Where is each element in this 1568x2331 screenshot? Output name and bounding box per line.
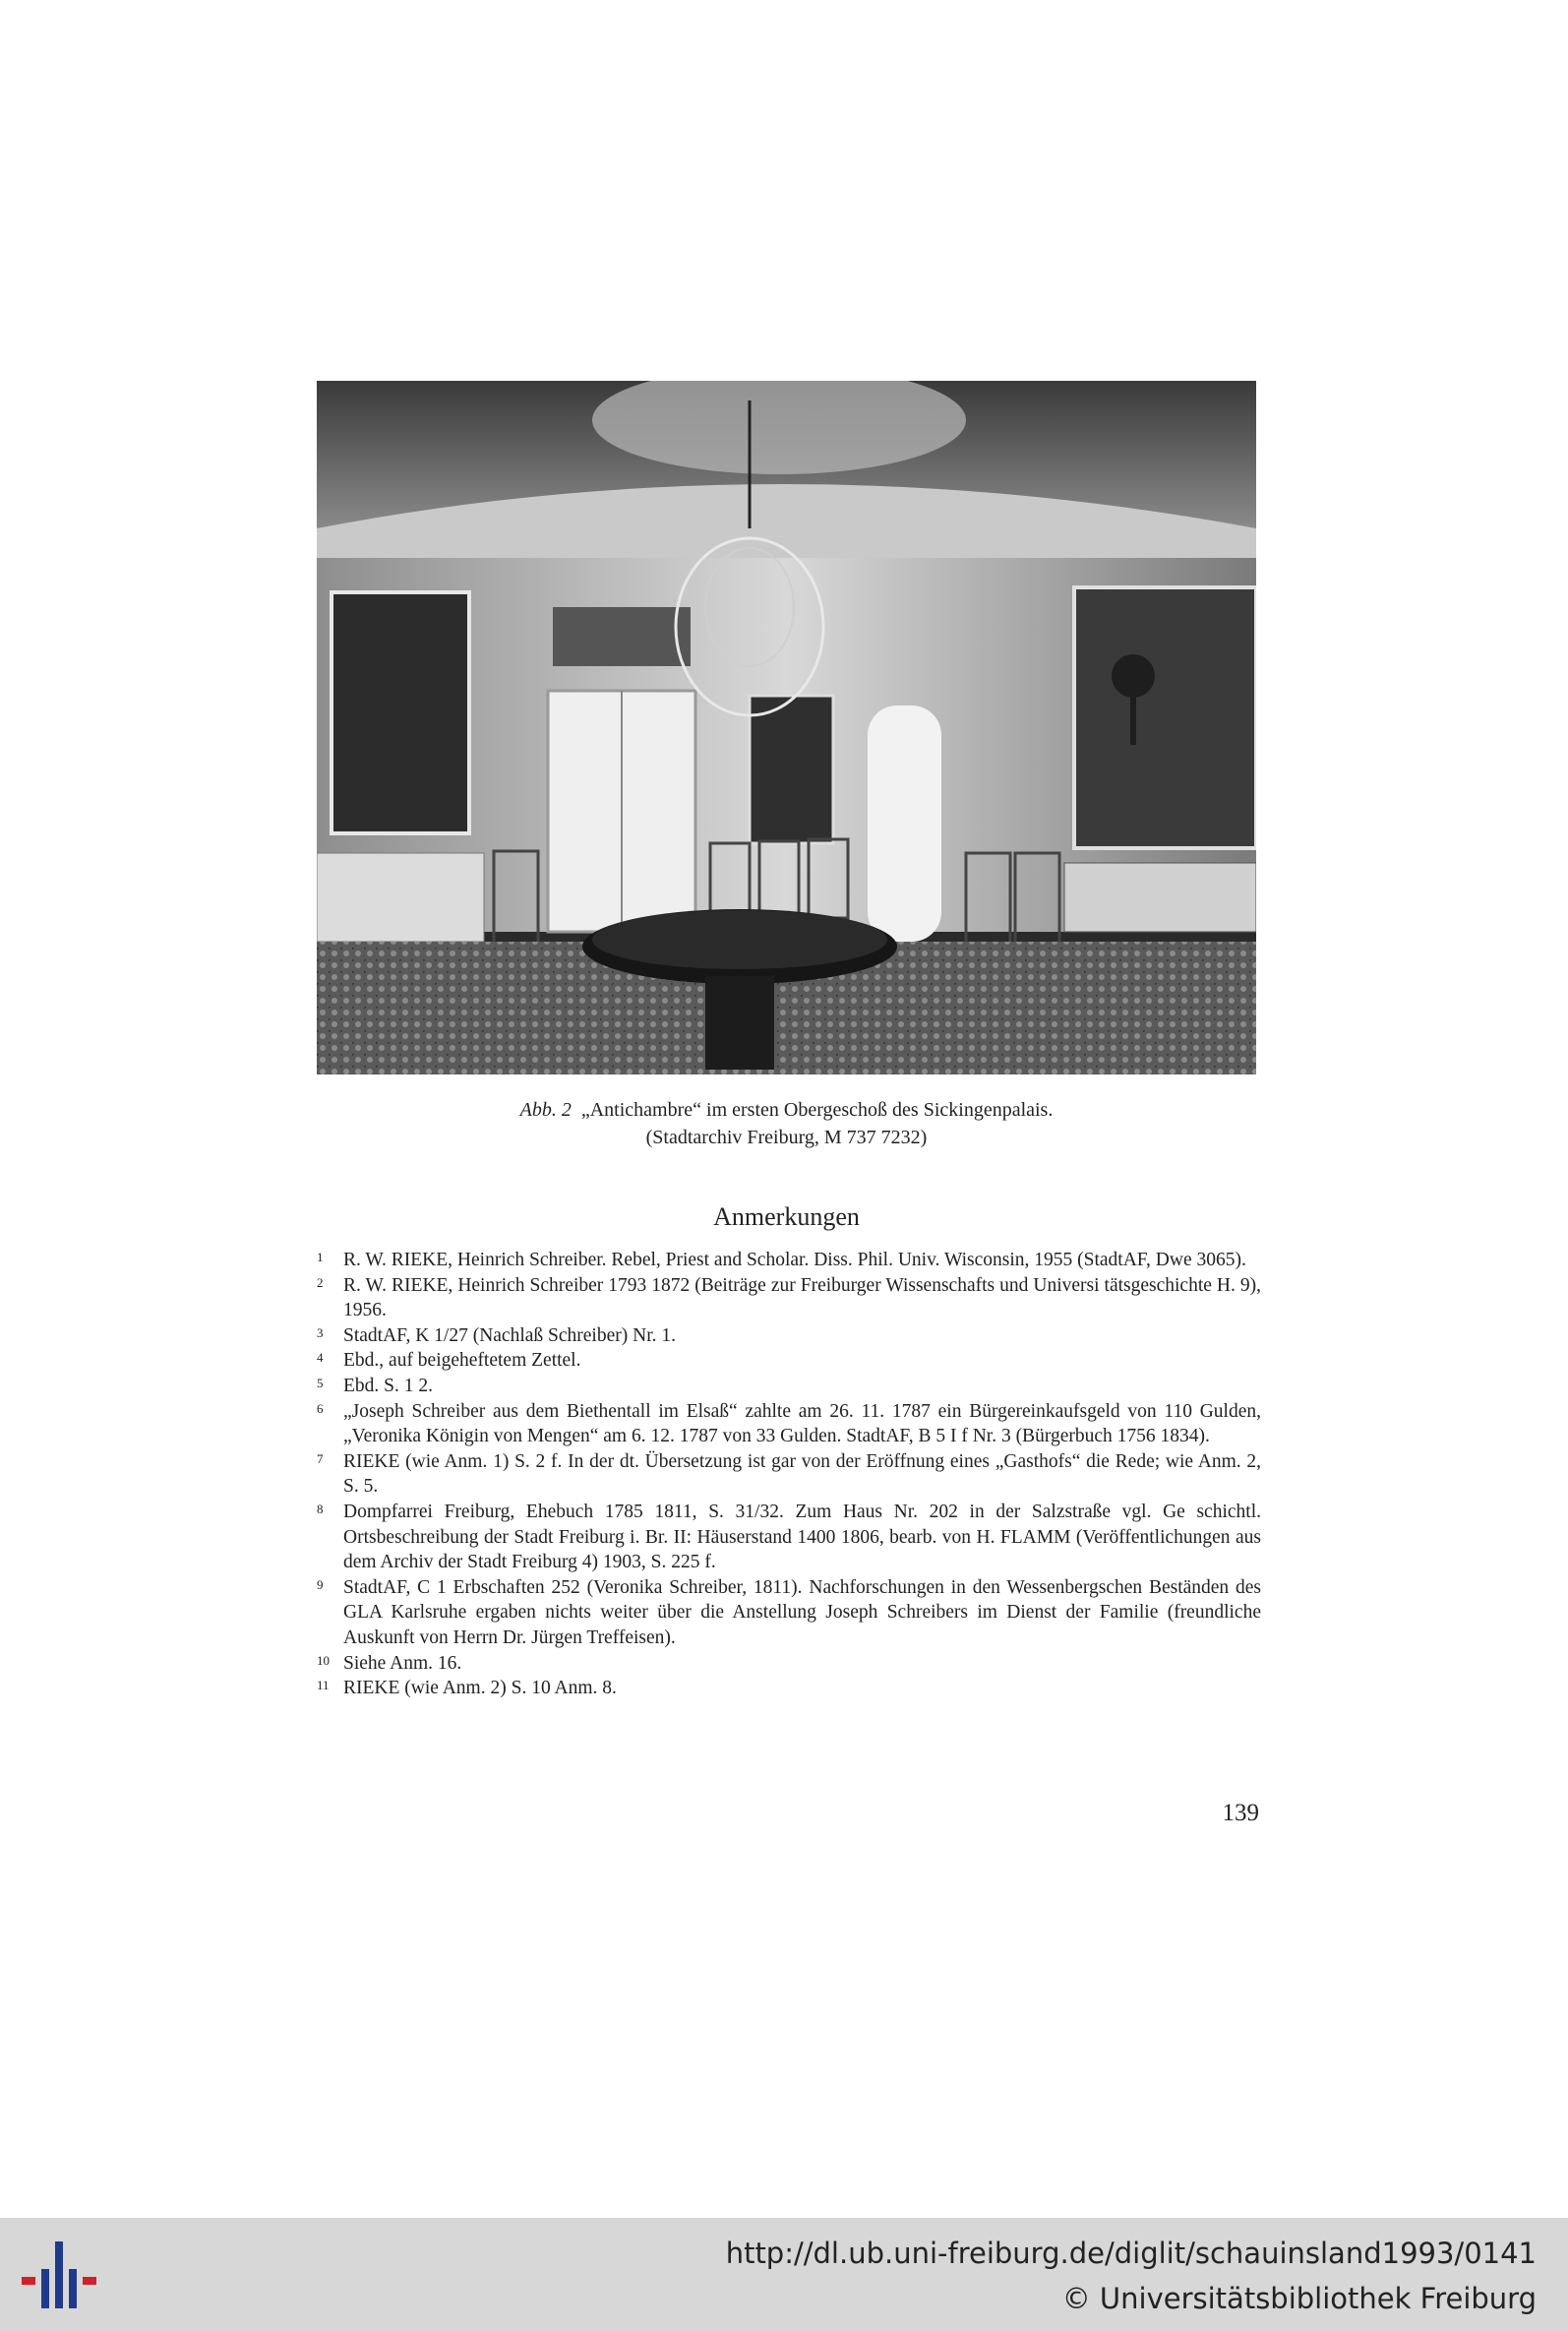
- note-number: 6: [317, 1400, 324, 1416]
- note-text: Ebd., auf beigeheftetem Zettel.: [343, 1350, 581, 1372]
- note-item: [317, 1676, 1261, 1701]
- figure-caption: [317, 1096, 1256, 1151]
- note-number: 5: [317, 1375, 324, 1390]
- antichambre-photo: [317, 381, 1256, 1074]
- footer-url-link[interactable]: http://dl.ub.uni-freiburg.de/diglit/schauinsland1993/0141: [725, 2237, 1537, 2270]
- notes-title: Anmerkungen: [713, 1202, 860, 1231]
- note-number: 11: [317, 1678, 330, 1693]
- note-item: [317, 1348, 1261, 1374]
- note-number: 9: [317, 1576, 324, 1592]
- caption-line-1: [317, 1096, 1256, 1124]
- ub-freiburg-logo-icon: [20, 2236, 98, 2314]
- caption-line-2: (Stadtarchiv Freiburg, M 737 7232): [645, 1127, 928, 1148]
- note-item: [317, 1575, 1261, 1651]
- note-text: R. W. RIEKE, Heinrich Schreiber. Rebel, Priest and Scholar. Diss. Phil. Univ. Wisconsin, 1955 (StadtAF, Dwe 3065).: [343, 1250, 1246, 1270]
- footer-copyright: © Universitätsbibliothek Freiburg: [1061, 2282, 1537, 2315]
- note-text: Dompfarrei Freiburg, Ehebuch 1785 1811, S. 31/32. Zum Haus Nr. 202 in der Salzstraße vgl. Ge schichtl. Ortsbeschreibung der Stadt Freiburg i. Br. II: Häuserstand 1400 1806, bearb. von H. FLAMM (Veröffentlichungen aus dem Archiv der Stadt Freiburg 4) 1903, S. 225 f.: [343, 1501, 1261, 1573]
- note-item: [317, 1248, 1261, 1273]
- note-number: 7: [317, 1450, 324, 1466]
- note-item: [317, 1273, 1261, 1323]
- note-number: 10: [317, 1652, 330, 1668]
- caption-text: „Antichambre“ im ersten Obergeschoß des Sickingenpalais.: [580, 1099, 1054, 1121]
- note-text: R. W. RIEKE, Heinrich Schreiber 1793 1872 (Beiträge zur Freiburger Wissenschafts und Universi tätsgeschichte H. 9), 1956.: [343, 1274, 1261, 1321]
- note-number: 2: [317, 1274, 324, 1290]
- note-item: [317, 1651, 1261, 1677]
- note-number: 4: [317, 1350, 324, 1366]
- note-number: 1: [317, 1250, 324, 1264]
- notes-list: [317, 1248, 1261, 1701]
- note-number: 8: [317, 1501, 324, 1516]
- footer-bar: [0, 2218, 1568, 2331]
- note-text: StadtAF, K 1/27 (Nachlaß Schreiber) Nr. 1.: [343, 1324, 676, 1346]
- note-text: RIEKE (wie Anm. 2) S. 10 Anm. 8.: [343, 1678, 617, 1699]
- caption-label: Abb. 2: [519, 1099, 572, 1121]
- note-text: „Joseph Schreiber aus dem Biethentall im Elsaß“ zahlte am 26. 11. 1787 ein Bürgereinkaufsgeld von 110 Gulden, „Veronika Königin von Mengen“ am 6. 12. 1787 von 33 Gulden. StadtAF, B 5 I f Nr. 3 (Bürgerbuch 1756 1834).: [343, 1400, 1261, 1447]
- note-number: 3: [317, 1324, 324, 1340]
- note-text: RIEKE (wie Anm. 1) S. 2 f. In der dt. Übersetzung ist gar von der Eröffnung eines „Gasthofs“ die Rede; wie Anm. 2, S. 5.: [343, 1450, 1261, 1498]
- note-text: Ebd. S. 1 2.: [343, 1375, 434, 1396]
- photo-illustration: [317, 381, 1256, 1074]
- note-item: [317, 1374, 1261, 1399]
- note-item: [317, 1399, 1261, 1449]
- page-number: 139: [1222, 1800, 1259, 1826]
- note-item: [317, 1500, 1261, 1575]
- note-text: StadtAF, C 1 Erbschaften 252 (Veronika Schreiber, 1811). Nachforschungen in den Wessenbergschen Beständen des GLA Karlsruhe ergaben nichts weiter über die Anstellung Joseph Schreibers im Dienst der Familie (freundliche Auskunft von Herrn Dr. Jürgen Treffeisen).: [343, 1576, 1261, 1648]
- note-item: [317, 1323, 1261, 1349]
- note-item: [317, 1449, 1261, 1500]
- note-text: Siehe Anm. 16.: [343, 1652, 462, 1674]
